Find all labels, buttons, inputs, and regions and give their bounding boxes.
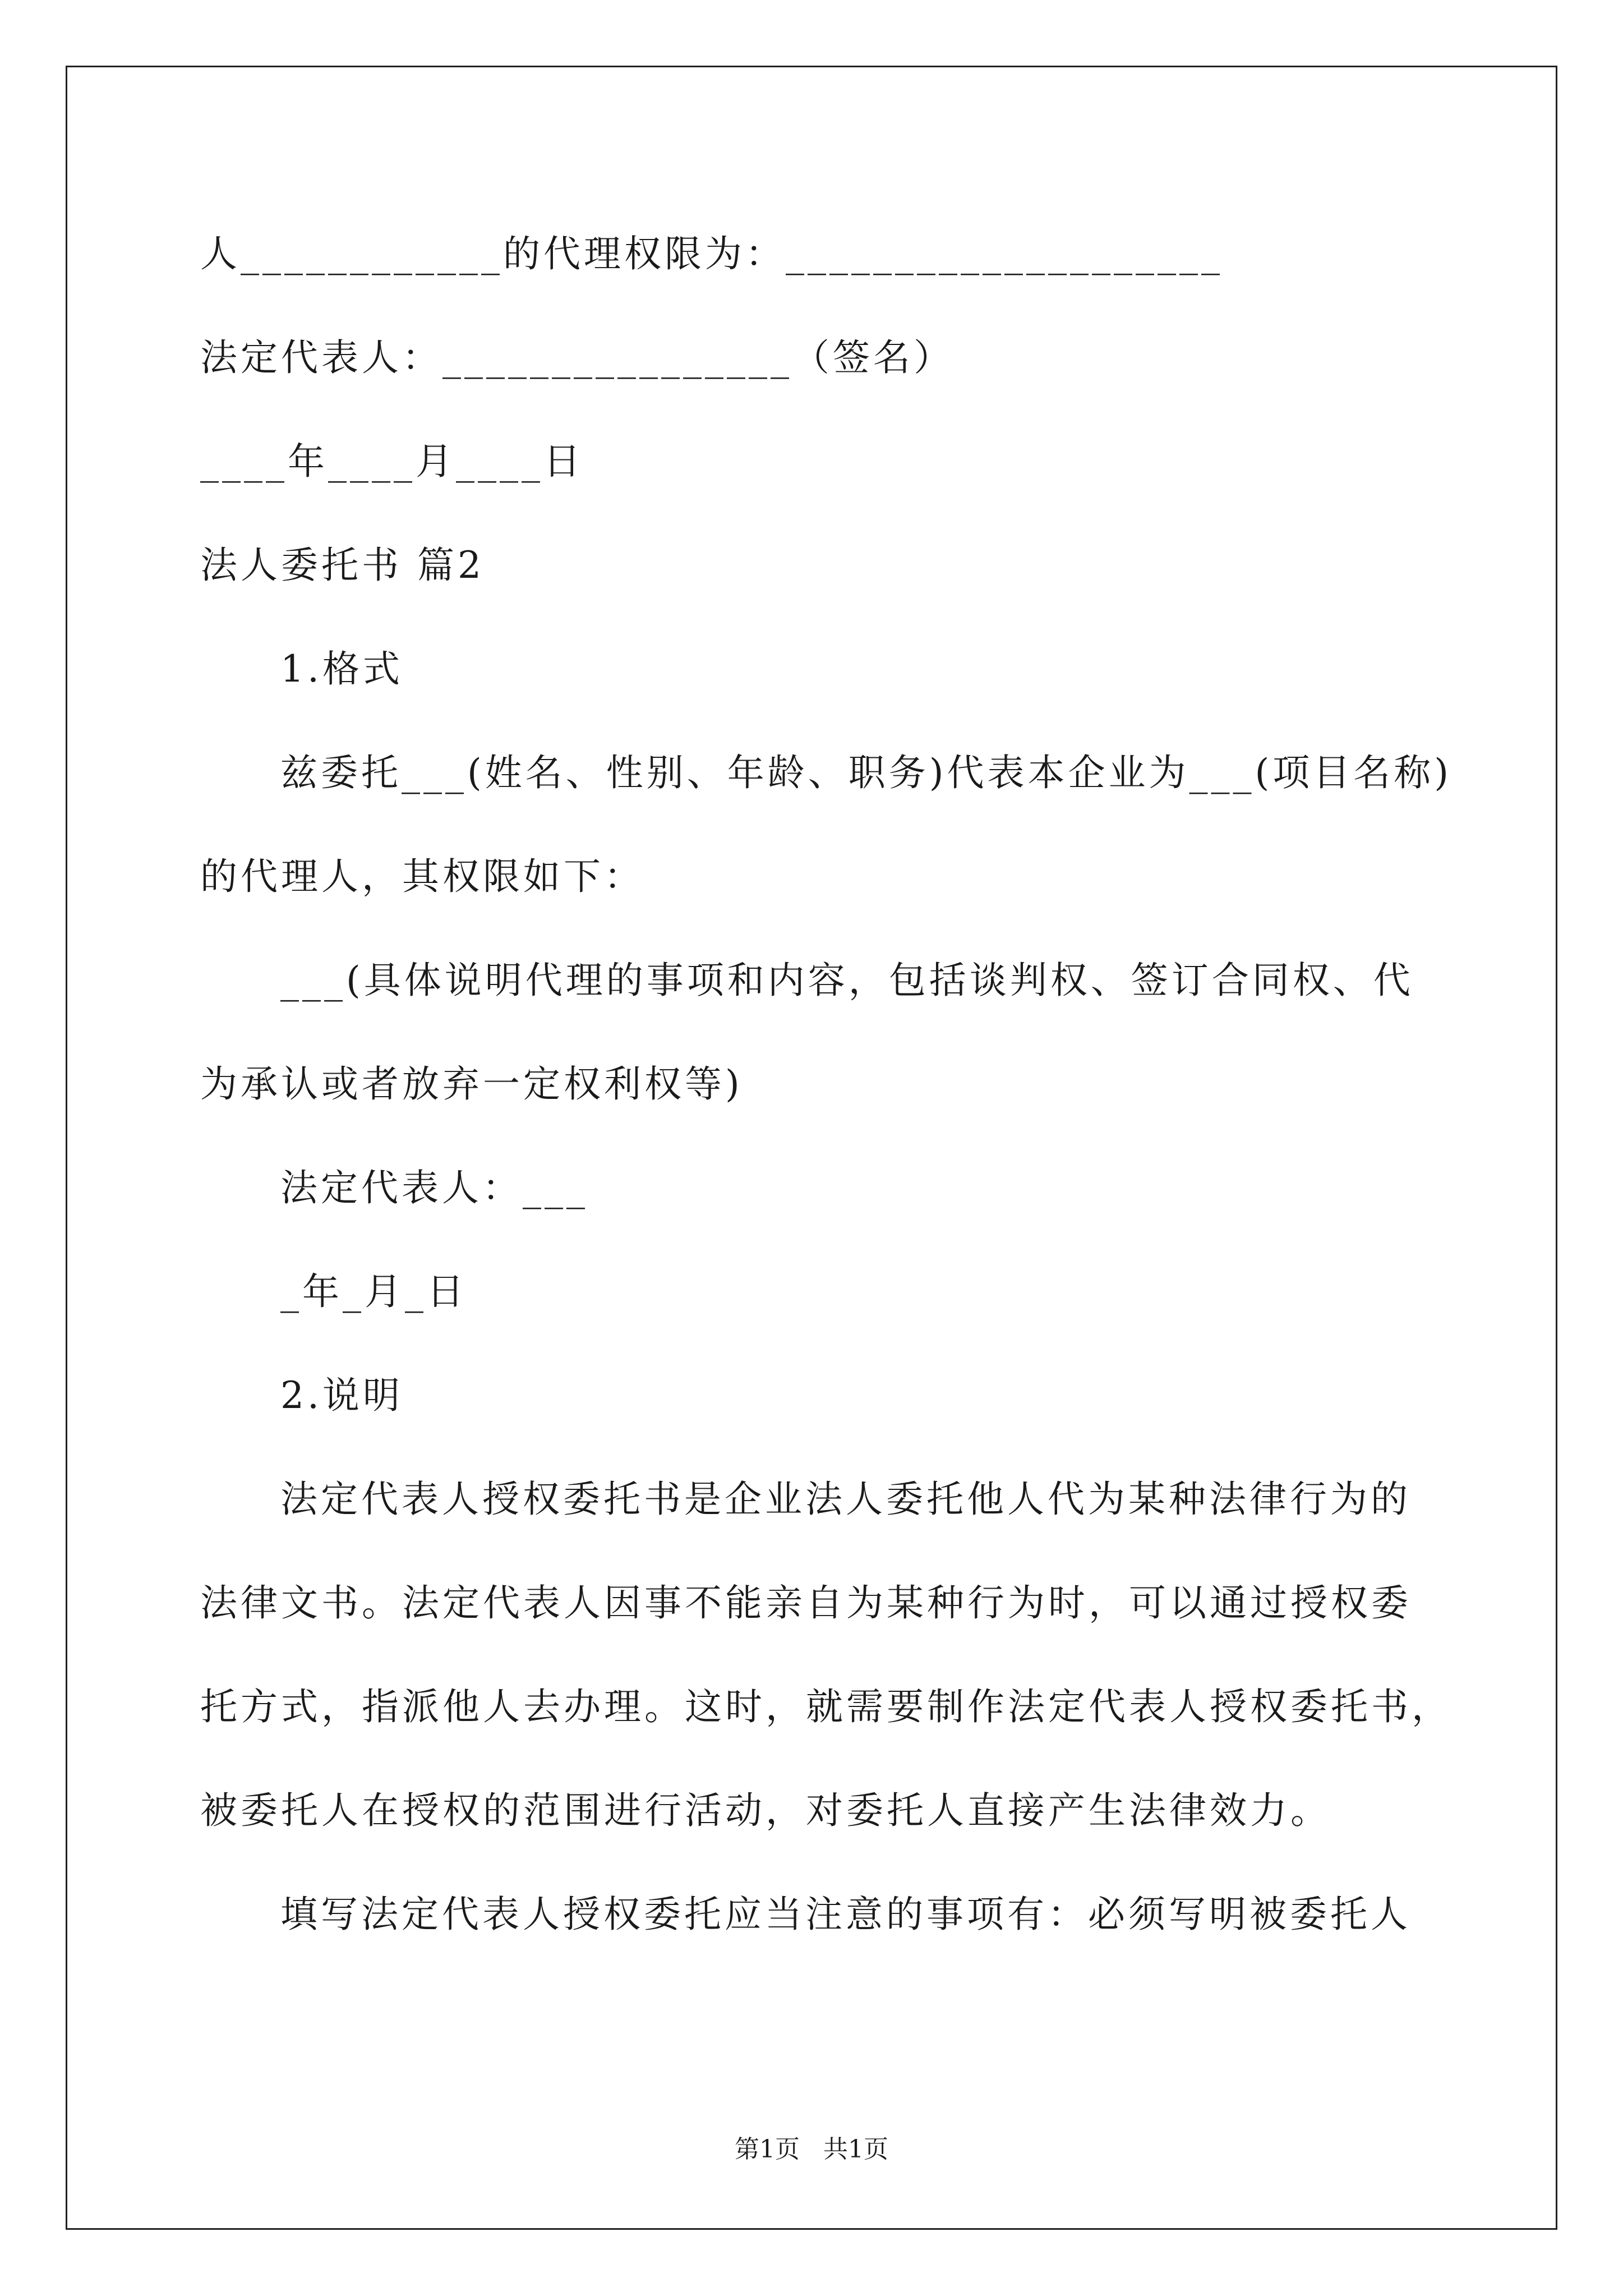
text-line-1: 人____________的代理权限为：____________________ — [200, 232, 1223, 275]
text-line-13: 法定代表人授权委托书是企业法人委托他人代为某种法律行为的 — [280, 1478, 1411, 1521]
text-line-6: 兹委托___(姓名、性别、年龄、职务)代表本企业为___(项目名称) — [280, 751, 1452, 794]
text-line-7: 的代理人，其权限如下： — [200, 855, 644, 898]
text-line-16: 被委托人在授权的范围进行活动，对委托人直接产生法律效力。 — [200, 1789, 1331, 1832]
text-line-2: 法定代表人：________________（签名） — [200, 336, 954, 379]
subheading-explanation: 2.说明 — [280, 1374, 403, 1417]
text-line-3: ____年____月____日 — [200, 440, 584, 483]
page-footer: 第1页 共1页 — [735, 2135, 888, 2164]
text-line-15: 托方式，指派他人去办理。这时，就需要制作法定代表人授权委托书， — [200, 1685, 1452, 1728]
text-line-9: 为承认或者放弃一定权利权等) — [200, 1062, 743, 1106]
text-line-10: 法定代表人：___ — [280, 1166, 588, 1209]
text-line-14: 法律文书。法定代表人因事不能亲自为某种行为时，可以通过授权委 — [200, 1581, 1412, 1625]
text-line-11: _年_月_日 — [280, 1270, 467, 1313]
section-heading: 法人委托书 篇2 — [200, 544, 485, 587]
text-line-17: 填写法定代表人授权委托应当注意的事项有：必须写明被委托人 — [280, 1893, 1411, 1936]
text-line-8: ___(具体说明代理的事项和内容，包括谈判权、签订合同权、代 — [280, 959, 1414, 1002]
subheading-format: 1.格式 — [280, 647, 403, 691]
